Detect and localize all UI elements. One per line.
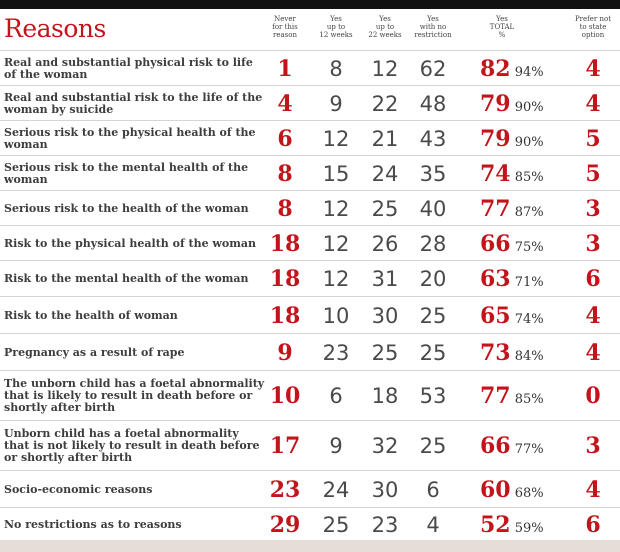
cell-total <box>480 56 570 82</box>
cell-prefer: 5 <box>585 126 601 152</box>
cell-w22: 22 <box>371 92 399 116</box>
column-header-line: restriction <box>414 31 452 39</box>
top-bar <box>0 0 620 9</box>
total-percent: 85% <box>510 170 544 185</box>
cell-nores: 20 <box>419 267 447 291</box>
total-value: 77 <box>480 383 511 409</box>
table-row <box>0 370 620 421</box>
table-row <box>0 296 620 334</box>
cell-w12: 9 <box>329 434 343 458</box>
cell-nores: 40 <box>419 197 447 221</box>
total-value: 82 <box>480 56 511 82</box>
cell-nores: 62 <box>419 57 447 81</box>
cell-w22: 24 <box>371 162 399 186</box>
column-header-w12 <box>314 15 358 39</box>
cell-w22: 32 <box>371 434 399 458</box>
total-value: 66 <box>480 433 511 459</box>
cell-w12: 6 <box>329 384 343 408</box>
row-reason-label: Risk to the mental health of the woman <box>4 272 249 285</box>
total-percent: 94% <box>510 65 544 80</box>
row-reason-label: Serious risk to the health of the woman <box>4 202 249 215</box>
cell-prefer: 6 <box>585 512 601 538</box>
column-header-line: Yes <box>427 15 439 23</box>
table-row <box>0 260 620 297</box>
table-row <box>0 470 620 508</box>
cell-w12: 8 <box>329 57 343 81</box>
cell-total <box>480 477 570 503</box>
row-reason-label: Serious risk to the physical health of the woman <box>4 126 256 151</box>
cell-total <box>480 383 570 409</box>
cell-prefer: 4 <box>585 477 601 503</box>
table-row <box>0 225 620 261</box>
row-reason-label: No restrictions as to reasons <box>4 518 182 531</box>
cell-prefer: 3 <box>585 433 601 459</box>
cell-w22: 18 <box>371 384 399 408</box>
cell-total <box>480 512 570 538</box>
total-percent: 74% <box>510 312 544 327</box>
column-header-line: 12 weeks <box>319 31 353 39</box>
column-header-prefer <box>567 15 619 39</box>
cell-never: 17 <box>269 433 301 459</box>
total-percent: 68% <box>510 486 544 501</box>
cell-never: 8 <box>277 196 293 222</box>
total-percent: 90% <box>510 100 544 115</box>
cell-w22: 25 <box>371 197 399 221</box>
row-reason-label: Unborn child has a foetal abnormality that is not likely to result in death before or shortly after birth <box>4 427 260 464</box>
total-percent: 75% <box>510 240 544 255</box>
cell-never: 8 <box>277 161 293 187</box>
cell-w12: 15 <box>322 162 350 186</box>
cell-w22: 30 <box>371 304 399 328</box>
cell-never: 18 <box>269 231 301 257</box>
column-header-line: for this <box>272 23 298 31</box>
cell-total <box>480 196 570 222</box>
column-header-line: option <box>581 31 605 39</box>
total-value: 73 <box>480 340 511 366</box>
cell-nores: 25 <box>419 341 447 365</box>
cell-nores: 43 <box>419 127 447 151</box>
column-header-line: Never <box>274 15 296 23</box>
column-header-line: TOTAL <box>489 23 515 31</box>
table-row <box>0 420 620 471</box>
cell-never: 18 <box>269 266 301 292</box>
cell-w12: 23 <box>322 341 350 365</box>
cell-total <box>480 161 570 187</box>
cell-prefer: 4 <box>585 340 601 366</box>
row-reason-label: Real and substantial risk to the life of the woman by suicide <box>4 91 263 116</box>
row-reason-label: Risk to the physical health of the woman <box>4 237 256 250</box>
column-header-line: up to <box>326 23 346 31</box>
total-percent: 90% <box>510 135 544 150</box>
total-value: 52 <box>480 512 511 538</box>
cell-w12: 24 <box>322 478 350 502</box>
cell-prefer: 3 <box>585 196 601 222</box>
cell-nores: 25 <box>419 434 447 458</box>
column-header-line: 22 weeks <box>368 31 402 39</box>
table-row <box>0 50 620 86</box>
cell-never: 6 <box>277 126 293 152</box>
cell-prefer: 4 <box>585 56 601 82</box>
column-header-total <box>472 15 532 39</box>
cell-total <box>480 340 570 366</box>
cell-w12: 12 <box>322 127 350 151</box>
cell-prefer: 0 <box>585 383 601 409</box>
total-value: 63 <box>480 266 511 292</box>
total-value: 74 <box>480 161 511 187</box>
cell-prefer: 5 <box>585 161 601 187</box>
cell-prefer: 3 <box>585 231 601 257</box>
cell-total <box>480 266 570 292</box>
column-header-line: to state <box>579 23 607 31</box>
cell-nores: 28 <box>419 232 447 256</box>
column-header-line: with no <box>419 23 447 31</box>
column-header-w22 <box>362 15 408 39</box>
table-row <box>0 190 620 226</box>
column-header-line: Yes <box>330 15 342 23</box>
column-header-never <box>262 15 308 39</box>
total-value: 60 <box>480 477 511 503</box>
row-reason-label: Risk to the health of woman <box>4 309 178 322</box>
total-percent: 84% <box>510 349 544 364</box>
total-value: 65 <box>480 303 511 329</box>
cell-w22: 23 <box>371 513 399 537</box>
row-reason-label: Serious risk to the mental health of the woman <box>4 161 249 186</box>
table-row <box>0 507 620 541</box>
total-value: 79 <box>480 91 511 117</box>
column-header-line: Prefer not <box>574 15 612 23</box>
total-value: 79 <box>480 126 511 152</box>
column-header-line: reason <box>273 31 297 39</box>
cell-w12: 12 <box>322 197 350 221</box>
total-value: 77 <box>480 196 511 222</box>
cell-w12: 12 <box>322 232 350 256</box>
cell-w12: 12 <box>322 267 350 291</box>
cell-nores: 4 <box>426 513 440 537</box>
footer-band <box>0 540 620 552</box>
cell-w12: 10 <box>322 304 350 328</box>
cell-nores: 53 <box>419 384 447 408</box>
column-header-line: Yes <box>379 15 391 23</box>
cell-never: 9 <box>277 340 293 366</box>
row-reason-label: Pregnancy as a result of rape <box>4 346 185 359</box>
cell-w22: 21 <box>371 127 399 151</box>
cell-nores: 6 <box>426 478 440 502</box>
cell-w12: 25 <box>322 513 350 537</box>
total-percent: 87% <box>510 205 544 220</box>
cell-w22: 30 <box>371 478 399 502</box>
table-title: Reasons <box>4 14 106 43</box>
cell-total <box>480 91 570 117</box>
cell-prefer: 4 <box>585 303 601 329</box>
cell-w22: 25 <box>371 341 399 365</box>
column-header-line: % <box>498 31 506 39</box>
cell-never: 23 <box>269 477 301 503</box>
total-percent: 71% <box>510 275 544 290</box>
total-percent: 85% <box>510 392 544 407</box>
total-value: 66 <box>480 231 511 257</box>
cell-w22: 26 <box>371 232 399 256</box>
row-reason-label: Real and substantial physical risk to life of the woman <box>4 56 253 81</box>
cell-total <box>480 433 570 459</box>
table-row <box>0 155 620 191</box>
column-header-nores <box>408 15 458 39</box>
cell-nores: 35 <box>419 162 447 186</box>
cell-nores: 48 <box>419 92 447 116</box>
column-header-line: Yes <box>496 15 508 23</box>
table-row <box>0 85 620 121</box>
row-reason-label: The unborn child has a foetal abnormality that is likely to result in death before or shortly after birth <box>4 377 265 414</box>
cell-prefer: 6 <box>585 266 601 292</box>
cell-never: 29 <box>269 512 301 538</box>
cell-never: 1 <box>277 56 293 82</box>
cell-w22: 12 <box>371 57 399 81</box>
cell-never: 4 <box>277 91 293 117</box>
table-row <box>0 333 620 371</box>
column-header-line: up to <box>375 23 395 31</box>
cell-total <box>480 231 570 257</box>
cell-total <box>480 126 570 152</box>
cell-total <box>480 303 570 329</box>
cell-nores: 25 <box>419 304 447 328</box>
cell-w22: 31 <box>371 267 399 291</box>
cell-never: 18 <box>269 303 301 329</box>
cell-never: 10 <box>269 383 301 409</box>
cell-prefer: 4 <box>585 91 601 117</box>
row-reason-label: Socio-economic reasons <box>4 483 153 496</box>
cell-w12: 9 <box>329 92 343 116</box>
total-percent: 77% <box>510 442 544 457</box>
table-row <box>0 120 620 156</box>
total-percent: 59% <box>510 521 544 536</box>
